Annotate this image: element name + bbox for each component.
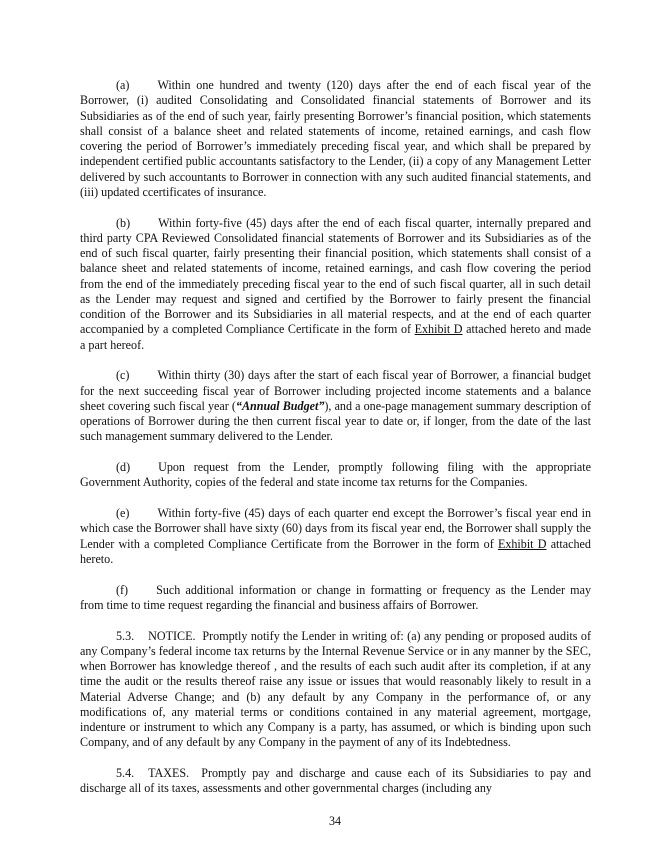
paragraph-c-text-end: ), and a one-page management summary description of operations of Borrower during the then current fiscal year to date or, if longer, from the date of the last such management summary delivered to the Lender.: [80, 398, 591, 444]
section-5-4: [80, 766, 591, 797]
paragraph-d: [80, 460, 591, 491]
paragraph-d-label: (d): [116, 460, 131, 474]
paragraph-f-label: (f): [116, 582, 129, 597]
paragraph-b: [80, 216, 591, 353]
paragraph-b-label: (b): [116, 215, 131, 230]
exhibit-d-reference: Exhibit D: [497, 536, 547, 551]
paragraph-f: [80, 583, 591, 614]
paragraph-e-label: (e): [116, 506, 130, 520]
paragraph-d-text: Upon request from the Lender, promptly following filing with the appropriate Government Authority, copies of the federal and state income tax returns for the Companies.: [80, 460, 591, 490]
section-5-3-text: Promptly notify the Lender in writing of: (a) any pending or proposed audits of any Company’s federal income tax returns by the Internal Revenue Service or in any manner by the SEC, when Borrower has knowledge thereof , and the results of each such audit after its completion, if at any time the audit or the results thereof raise any issue or issues that would reasonably likely to result in a Material Adverse Change; and (b) any default by any Company in the performance of, or any modifications of, any material terms or conditions contained in any material agreement, mortgage, indenture or instrument to which any Company is a party, has assumed, or which is binding upon such Company, and of any default by any Company in the payment of any of its Indebtedness.: [80, 628, 592, 750]
section-5-4-number: 5.4.: [116, 766, 135, 780]
section-5-4-heading: TAXES.: [148, 766, 190, 780]
paragraph-a-text: Within one hundred and twenty (120) days after the end of each fiscal year of the Borrower, (i) audited Consolidating and Consolidated financial statements of Borrower and its Subsidiaries as of the end of such year, fairly presenting Borrower’s financial position, which statements shall consist of a balance sheet and related statements of income, retained earnings, and cash flow covering the period of Borrower’s immediately preceding fiscal year, and which shall be prepared by independent certified public accountants satisfactory to the Lender, (ii) a copy of any Management Letter delivered by such accountants to Borrower in connection with any such audited financial statements, and (iii) updated ccertificates of insurance.: [80, 78, 591, 199]
paragraph-b-text-end: attached hereto and made a part hereof.: [80, 322, 591, 352]
paragraph-a-label: (a): [116, 78, 130, 92]
paragraph-e-text: Within forty-five (45) days of each quarter end except the Borrower’s fiscal year end in which case the Borrower shall have sixty (60) days from its fiscal year end, the Borrower shall supply the Lender with a completed Compliance Certificate from the Borrower in the form of: [80, 506, 591, 551]
annual-budget-term: “Annual Budget”: [235, 398, 325, 413]
paragraph-c: [80, 368, 591, 444]
section-5-3: [80, 629, 591, 751]
paragraph-e: [80, 506, 591, 567]
document-body: [80, 78, 591, 812]
paragraph-f-text: Such additional information or change in formatting or frequency as the Lender may from time to time request regarding the financial and business affairs of Borrower.: [80, 582, 591, 612]
page-number: 34: [328, 814, 342, 828]
exhibit-d-reference: Exhibit D: [414, 322, 463, 337]
paragraph-e-text-end: attached hereto.: [80, 536, 591, 566]
section-5-3-number: 5.3.: [116, 628, 135, 643]
paragraph-c-label: (c): [116, 368, 130, 383]
section-5-3-heading: NOTICE.: [148, 628, 196, 643]
paragraph-a: [80, 78, 591, 200]
paragraph-c-text: Within thirty (30) days after the start of each fiscal year of Borrower, a financial budget for the next succeeding fiscal year of Borrower including projected income statements and a balance sheet covering such fiscal year (: [80, 368, 591, 413]
paragraph-b-text: Within forty-five (45) days after the end of each fiscal quarter, internally prepared and third party CPA Reviewed Consolidated financial statements of Borrower and its Subsidiaries as of the end of such fiscal quarter, fairly presenting their financial position, which statements shall consist of a balance sheet and related statements of income, retained earnings, and cash flow covering the period from the end of the immediately preceding fiscal year to the end of such fiscal quarter, all in such detail as the Lender may request and signed and certified by the Borrower to fairly present the financial condition of the Borrower and its Subsidiaries in all material respects, and at the end of each quarter accompanied by a completed Compliance Certificate in the form of: [80, 215, 591, 337]
section-5-4-text: Promptly pay and discharge and cause each of its Subsidiaries to pay and discharge all of its taxes, assessments and other governmental charges (including any: [80, 766, 591, 796]
